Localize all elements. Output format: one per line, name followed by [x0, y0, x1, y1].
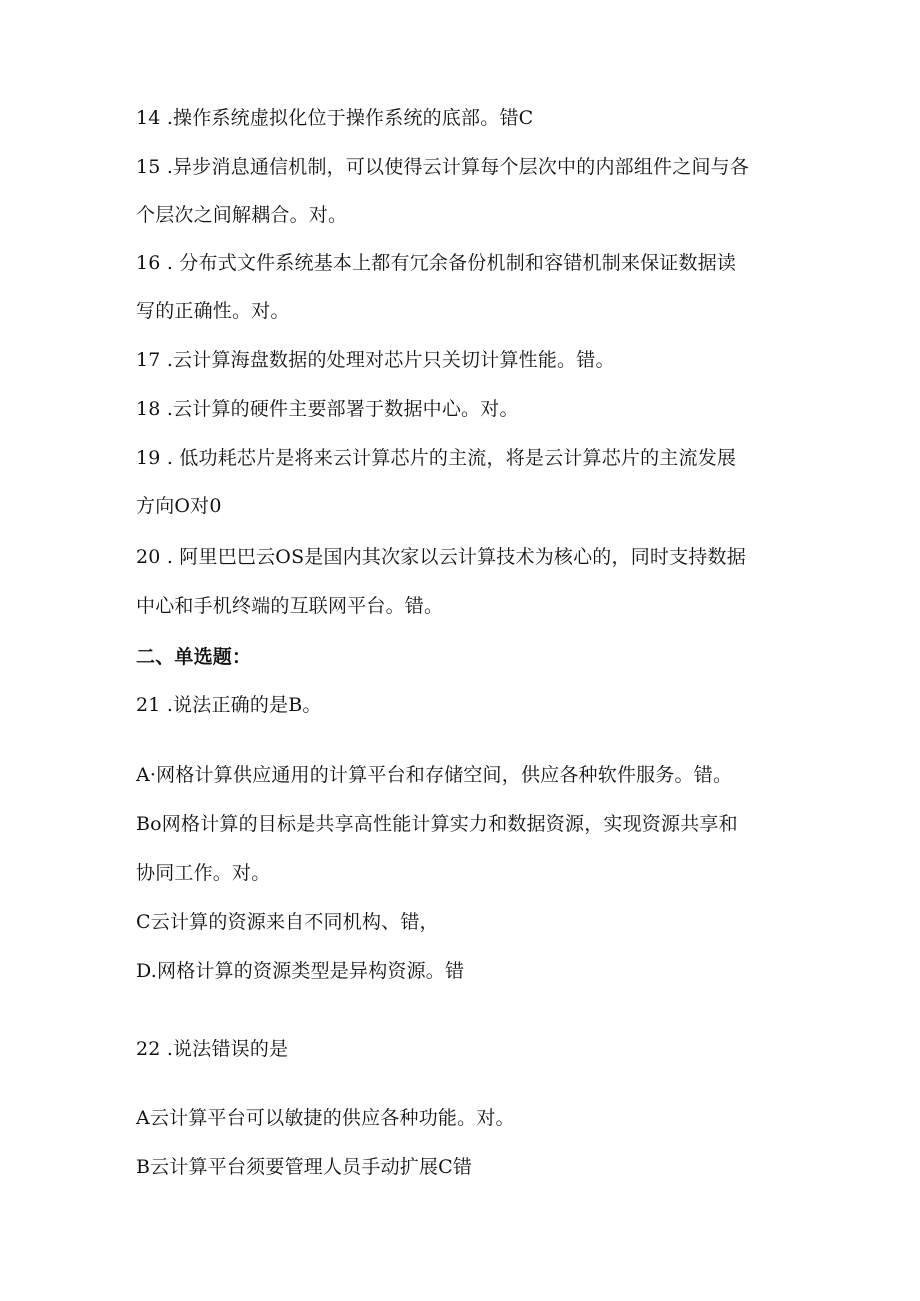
- q21-option-c: C云计算的资源来自不同机构、错，: [136, 911, 439, 933]
- item-18: 18 .云计算的硬件主要部署于数据中心。对。: [136, 398, 519, 420]
- q21-option-b-line-2: 协同工作。对。: [136, 862, 271, 884]
- item-20-line-2: 中心和手机终端的互联网平台。错。: [136, 595, 444, 617]
- item-16-line-1: 16 . 分布式文件系统基本上都有冗余备份机制和容错机制来保证数据读: [136, 252, 737, 274]
- question-22: 22 .说法错误的是: [136, 1038, 289, 1060]
- q21-option-b-line-1: Bo网格计算的目标是共享高性能计算实力和数据资源，实现资源共享和: [136, 813, 738, 835]
- section-heading: 二、单选题：: [136, 646, 252, 668]
- item-15-line-2: 个层次之间解耦合。对。: [136, 204, 348, 226]
- q22-option-a: A云计算平台可以敏捷的供应各种功能。对。: [136, 1107, 515, 1129]
- item-20-line-1: 20 . 阿里巴巴云OS是国内其次家以云计算技术为核心的，同时支持数据: [136, 546, 746, 568]
- q21-option-d: D.网格计算的资源类型是异构资源。错: [136, 960, 465, 982]
- item-14: 14 .操作系统虚拟化位于操作系统的底部。错C: [136, 107, 534, 129]
- item-19-line-2: 方向O对0: [136, 495, 222, 517]
- item-15-line-1: 15 .异步消息通信机制，可以使得云计算每个层次中的内部组件之间与各: [136, 156, 750, 178]
- q22-option-b: B云计算平台须要管理人员手动扩展C错: [136, 1156, 473, 1178]
- item-17: 17 .云计算海盘数据的处理对芯片只关切计算性能。错。: [136, 349, 615, 371]
- q21-option-a: A·网格计算供应通用的计算平台和存储空间，供应各种软件服务。错。: [136, 764, 733, 786]
- item-19-line-1: 19 . 低功耗芯片是将来云计算芯片的主流，将是云计算芯片的主流发展: [136, 447, 737, 469]
- item-16-line-2: 写的正确性。对。: [136, 300, 290, 322]
- question-21: 21 .说法正确的是B。: [136, 694, 322, 716]
